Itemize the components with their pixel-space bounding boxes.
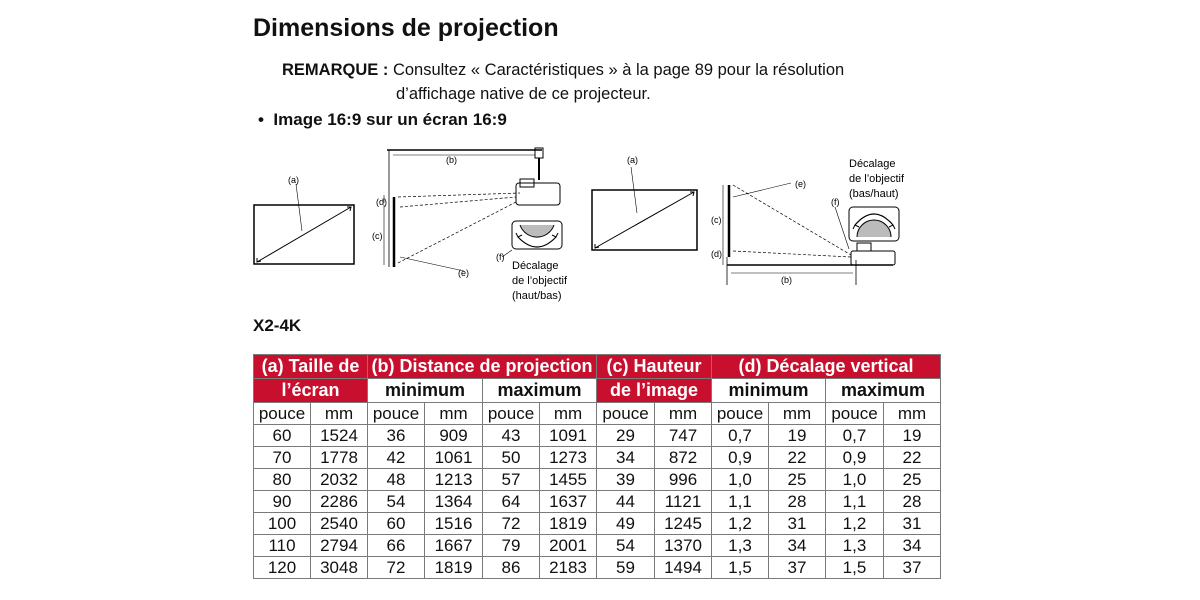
note-line-1: Consultez « Caractéristiques » à la page 89 pour la résolution [392, 61, 845, 79]
table-cell: 1245 [655, 513, 712, 535]
table-cell: 64 [483, 491, 540, 513]
table-cell: 37 [884, 557, 941, 579]
table-cell: 1,3 [826, 535, 884, 557]
table-cell: 1273 [540, 447, 597, 469]
table-cell: 1516 [425, 513, 483, 535]
table-cell: 19 [769, 425, 826, 447]
table-cell: 1364 [425, 491, 483, 513]
table-cell: 66 [368, 535, 425, 557]
note-label: REMARQUE : [282, 61, 389, 79]
label-c: (c) [711, 215, 722, 225]
table-cell: 36 [368, 425, 425, 447]
table-cell: 34 [884, 535, 941, 557]
section-heading: Image 16:9 sur un écran 16:9 [273, 110, 507, 129]
label-a: (a) [627, 155, 638, 165]
shift-label-3: (haut/bas) [512, 290, 562, 302]
header-image-height-2: de l’image [597, 379, 712, 403]
table-cell: 60 [368, 513, 425, 535]
table-cell: 1,5 [712, 557, 769, 579]
table-cell: 909 [425, 425, 483, 447]
label-f: (f) [831, 197, 840, 207]
diagram-ceiling-mount [250, 145, 590, 310]
table-cell: 1,3 [712, 535, 769, 557]
label-b: (b) [446, 155, 457, 165]
table-cell: 1213 [425, 469, 483, 491]
label-d: (d) [711, 249, 722, 259]
unit-cell: pouce [597, 403, 655, 425]
table-cell: 31 [884, 513, 941, 535]
table-cell: 28 [884, 491, 941, 513]
table-cell: 1819 [425, 557, 483, 579]
table-cell: 1,0 [826, 469, 884, 491]
label-e: (e) [795, 179, 806, 189]
table-cell: 872 [655, 447, 712, 469]
table-row [254, 447, 941, 469]
table-cell: 80 [254, 469, 311, 491]
table-cell: 72 [483, 513, 540, 535]
shift-label-1: Décalage [512, 260, 559, 272]
shift-label-3: (bas/haut) [849, 188, 899, 200]
table-cell: 1819 [540, 513, 597, 535]
table-cell: 3048 [311, 557, 368, 579]
table-cell: 54 [597, 535, 655, 557]
unit-cell: pouce [483, 403, 540, 425]
table-cell: 90 [254, 491, 311, 513]
table-cell: 34 [597, 447, 655, 469]
label-e: (e) [458, 268, 469, 278]
table-row [254, 491, 941, 513]
table-cell: 72 [368, 557, 425, 579]
label-a: (a) [288, 175, 299, 185]
table-row [254, 535, 941, 557]
table-cell: 996 [655, 469, 712, 491]
table-cell: 22 [769, 447, 826, 469]
unit-cell: mm [311, 403, 368, 425]
table-cell: 25 [769, 469, 826, 491]
diagram-table-mount [585, 145, 925, 290]
table-cell: 43 [483, 425, 540, 447]
table-cell: 39 [597, 469, 655, 491]
table-cell: 1,1 [712, 491, 769, 513]
table-cell: 1455 [540, 469, 597, 491]
table-cell: 49 [597, 513, 655, 535]
table-cell: 0,9 [826, 447, 884, 469]
table-cell: 1,5 [826, 557, 884, 579]
table-cell: 29 [597, 425, 655, 447]
shift-label-2: de l’objectif [849, 173, 905, 185]
label-f: (f) [496, 252, 505, 262]
table-cell: 1524 [311, 425, 368, 447]
table-cell: 1637 [540, 491, 597, 513]
table-cell: 42 [368, 447, 425, 469]
table-cell: 100 [254, 513, 311, 535]
header-projection-distance: (b) Distance de projection [368, 355, 597, 379]
units-row [254, 403, 941, 425]
label-c: (c) [372, 231, 383, 241]
table-cell: 50 [483, 447, 540, 469]
table-row [254, 513, 941, 535]
header-b-max: maximum [483, 379, 597, 403]
table-cell: 31 [769, 513, 826, 535]
projector-icon [851, 251, 895, 265]
table-cell: 60 [254, 425, 311, 447]
header-d-min: minimum [712, 379, 826, 403]
table-cell: 0,7 [826, 425, 884, 447]
diagonal-a [595, 192, 694, 248]
table-cell: 0,7 [712, 425, 769, 447]
unit-cell: pouce [712, 403, 769, 425]
shift-label-1: Décalage [849, 158, 896, 170]
table-cell: 2794 [311, 535, 368, 557]
header-d-max: maximum [826, 379, 941, 403]
table-cell: 1061 [425, 447, 483, 469]
table-cell: 86 [483, 557, 540, 579]
table-cell: 57 [483, 469, 540, 491]
table-cell: 34 [769, 535, 826, 557]
unit-cell: mm [769, 403, 826, 425]
unit-cell: mm [655, 403, 712, 425]
model-name: X2-4K [253, 316, 302, 335]
projection-table [253, 354, 941, 579]
header-row-2 [254, 379, 941, 403]
table-cell: 70 [254, 447, 311, 469]
unit-cell: pouce [826, 403, 884, 425]
diagonal-a [257, 207, 351, 262]
table-cell: 37 [769, 557, 826, 579]
header-screen-size-2: l’écran [254, 379, 368, 403]
table-cell: 54 [368, 491, 425, 513]
table-cell: 2001 [540, 535, 597, 557]
note-line-2: d’affichage native de ce projecteur. [396, 85, 651, 103]
table-cell: 1121 [655, 491, 712, 513]
table-cell: 1,0 [712, 469, 769, 491]
table-cell: 1370 [655, 535, 712, 557]
table-cell: 747 [655, 425, 712, 447]
header-image-height: (c) Hauteur [597, 355, 712, 379]
table-row [254, 557, 941, 579]
unit-cell: pouce [368, 403, 425, 425]
table-cell: 1778 [311, 447, 368, 469]
shift-label-2: de l’objectif [512, 275, 568, 287]
table-cell: 2540 [311, 513, 368, 535]
table-cell: 120 [254, 557, 311, 579]
unit-cell: mm [425, 403, 483, 425]
table-cell: 79 [483, 535, 540, 557]
label-d: (d) [376, 197, 387, 207]
table-cell: 2286 [311, 491, 368, 513]
table-cell: 110 [254, 535, 311, 557]
table-body [254, 425, 941, 579]
table-cell: 59 [597, 557, 655, 579]
table-cell: 1667 [425, 535, 483, 557]
table-cell: 48 [368, 469, 425, 491]
unit-cell: mm [884, 403, 941, 425]
projector-icon [516, 183, 560, 205]
page-title: Dimensions de projection [253, 14, 559, 42]
table-row [254, 425, 941, 447]
table-cell: 2183 [540, 557, 597, 579]
table-cell: 44 [597, 491, 655, 513]
note [282, 58, 844, 106]
header-screen-size: (a) Taille de [254, 355, 368, 379]
section-bullet: • Image 16:9 sur un écran 16:9 [258, 110, 507, 129]
table-cell: 22 [884, 447, 941, 469]
table-cell: 28 [769, 491, 826, 513]
table-cell: 1,1 [826, 491, 884, 513]
table-cell: 1,2 [826, 513, 884, 535]
unit-cell: mm [540, 403, 597, 425]
table-cell: 0,9 [712, 447, 769, 469]
header-row-1 [254, 355, 941, 379]
table-cell: 25 [884, 469, 941, 491]
header-b-min: minimum [368, 379, 483, 403]
table-cell: 2032 [311, 469, 368, 491]
table-cell: 19 [884, 425, 941, 447]
unit-cell: pouce [254, 403, 311, 425]
table-cell: 1494 [655, 557, 712, 579]
header-vertical-offset: (d) Décalage vertical [712, 355, 941, 379]
table-cell: 1,2 [712, 513, 769, 535]
table-cell: 1091 [540, 425, 597, 447]
table-row [254, 469, 941, 491]
label-b: (b) [781, 275, 792, 285]
